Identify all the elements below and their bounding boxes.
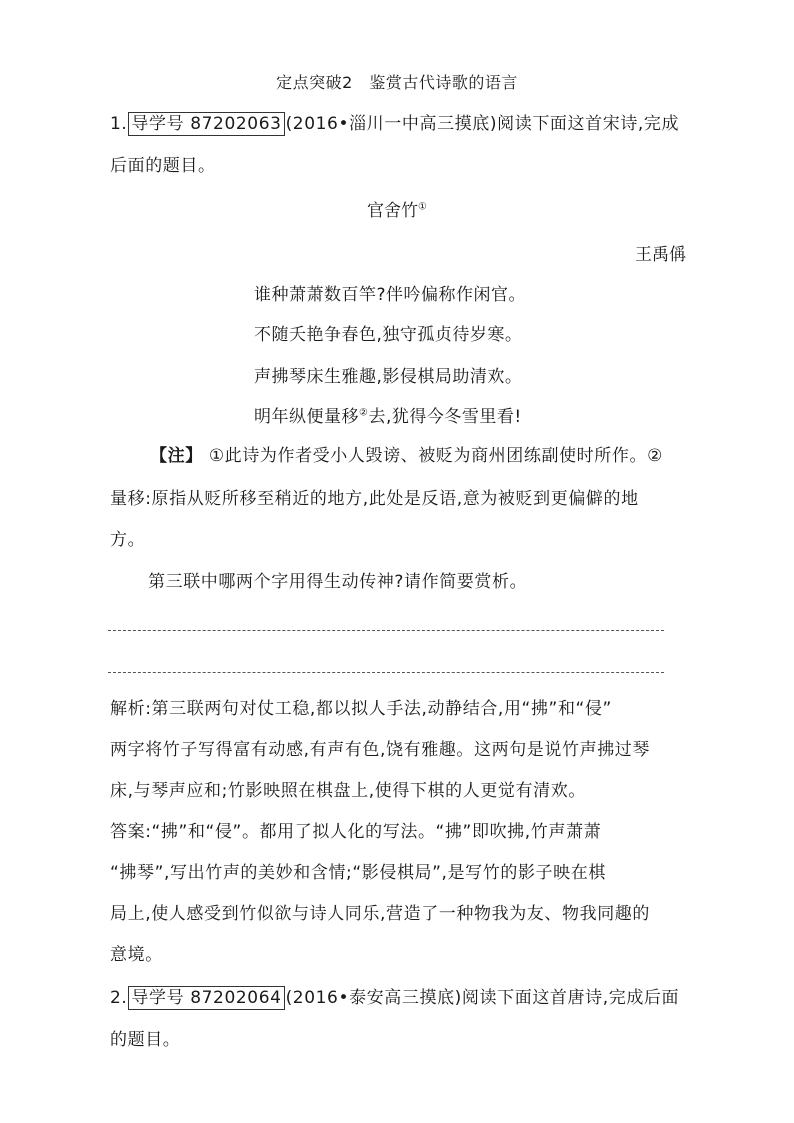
poem-line: 声拂琴床生雅趣,影侵棋局助清欢。 (254, 367, 523, 387)
answer-line: “拂琴”,写出竹声的美妙和含情;“影侵棋局”,是写竹的影子映在棋 (110, 863, 606, 883)
question-number: 1. (110, 114, 128, 134)
question-prompt: 第三联中哪两个字用得生动传神?请作简要赏析。 (148, 572, 528, 592)
note-line: 方。 (110, 530, 146, 550)
question-1-intro (110, 112, 700, 136)
poem-line: 明年纵便量移②去,犹得今冬雪里看! (254, 407, 522, 427)
page-title: 定点突破2 鉴赏古代诗歌的语言 (276, 73, 518, 92)
guide-code-box: 导学号 87202064 (128, 986, 284, 1010)
poem-line: 不随夭艳争春色,独守孤贞待岁寒。 (254, 325, 523, 345)
analysis-line: 床,与琴声应和;竹影映照在棋盘上,使得下棋的人更觉有清欢。 (110, 781, 586, 801)
poem-author: 王禹偁 (635, 245, 686, 265)
question-number: 2. (110, 988, 128, 1008)
guide-code-box: 导学号 87202063 (128, 112, 284, 136)
question-1-intro-cont: 后面的题目。 (110, 156, 216, 176)
answer-blank-line[interactable] (108, 672, 664, 673)
note-line: 量移:原指从贬所移至稍近的地方,此处是反语,意为被贬到更偏僻的地 (110, 489, 639, 509)
question-intro-text: (2016•淄川一中高三摸底)阅读下面这首宋诗,完成 (285, 114, 680, 134)
answer-line: 意境。 (110, 945, 163, 965)
footnote-marker: ② (359, 407, 369, 419)
poem-line: 谁种萧萧数百竿?伴吟偏称作闲官。 (254, 285, 527, 305)
answer-line: 答案:“拂”和“侵”。都用了拟人化的写法。“拂”即吹拂,竹声萧萧 (110, 822, 602, 842)
note-label: 【注】 (150, 446, 203, 466)
analysis-line: 两字将竹子写得富有动感,有声有色,饶有雅趣。这两句是说竹声拂过琴 (110, 740, 651, 760)
question-2-intro (110, 986, 700, 1010)
footnote-marker: ① (418, 201, 427, 213)
answer-blank-line[interactable] (108, 630, 664, 631)
poem-title: 官舍竹① (367, 201, 427, 221)
question-intro-text: (2016•泰安高三摸底)阅读下面这首唐诗,完成后面 (285, 988, 680, 1008)
note-line: 【注】 ①此诗为作者受小人毁谤、被贬为商州团练副使时所作。② (150, 446, 663, 466)
answer-line: 局上,使人感受到竹似欲与诗人同乐,营造了一种物我为友、物我同趣的 (110, 904, 651, 924)
analysis-line: 解析:第三联两句对仗工稳,都以拟人手法,动静结合,用“拂”和“侵” (110, 699, 612, 719)
question-2-intro-cont: 的题目。 (110, 1030, 181, 1050)
